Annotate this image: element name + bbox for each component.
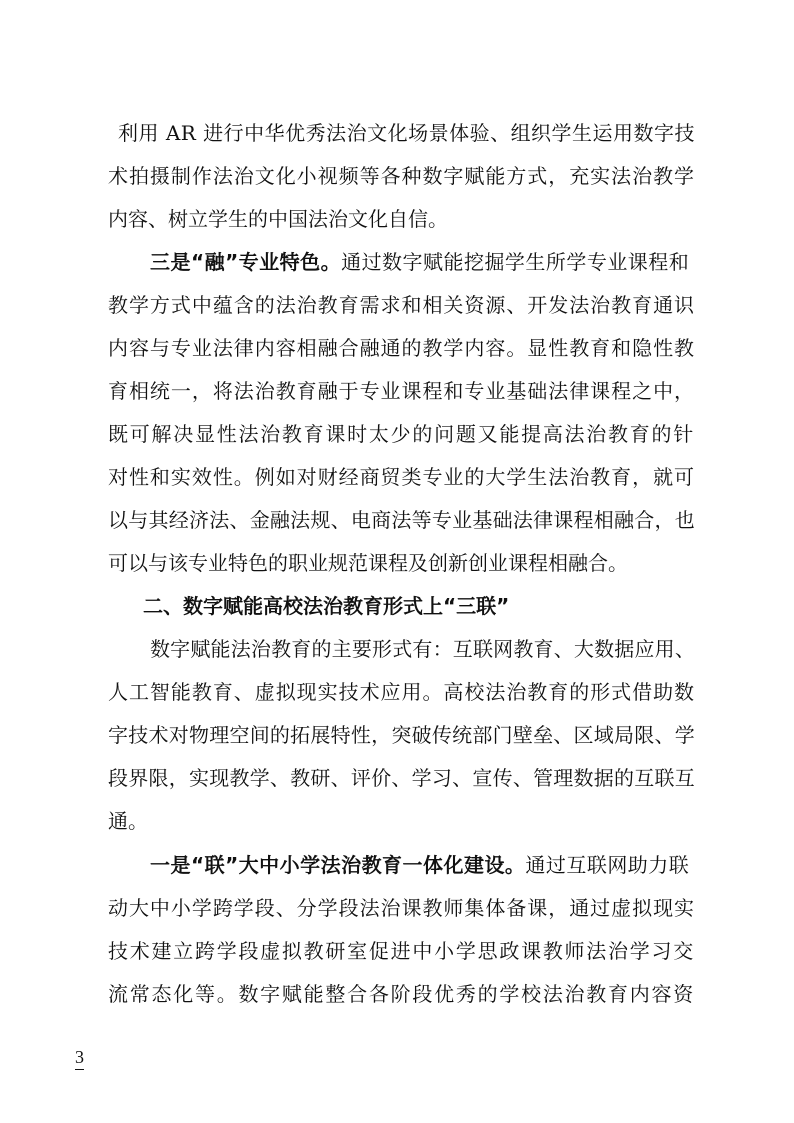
text-line: 通过互联网助力联 bbox=[525, 853, 690, 877]
text-line: 数字赋能法治教育的主要形式有：互联网教育、大数据应用、 bbox=[150, 637, 695, 661]
paragraph-1-line-3 bbox=[0, 199, 794, 239]
paragraph-2-line-4 bbox=[0, 371, 794, 411]
text-line: 通过数字赋能挖掘学生所学专业课程和 bbox=[341, 250, 690, 274]
paragraph-2-line-5 bbox=[0, 414, 794, 454]
section-heading bbox=[0, 586, 794, 626]
paragraph-1-line-1 bbox=[0, 113, 794, 153]
text-line: 通。 bbox=[108, 809, 148, 833]
text-line: 内容、树立学生的中国法治文化自信。 bbox=[108, 207, 448, 231]
paragraph-4-line-1 bbox=[0, 845, 794, 885]
text-line: 对性和实效性。例如对财经商贸类专业的大学生法治教育，就可 bbox=[108, 465, 695, 489]
text-line: 教学方式中蕴含的法治教育需求和相关资源、开发法治教育通识 bbox=[108, 293, 695, 317]
text-line: 术拍摄制作法治文化小视频等各种数字赋能方式，充实法治教学 bbox=[108, 164, 695, 188]
paragraph-2-line-1 bbox=[0, 242, 794, 282]
paragraph-lead-bold: 三是“融”专业特色。 bbox=[150, 250, 342, 274]
paragraph-3-line-2 bbox=[0, 672, 794, 712]
paragraph-2-line-7 bbox=[0, 500, 794, 540]
text-line: 可以与该专业特色的职业规范课程及创新创业课程相融合。 bbox=[108, 551, 628, 575]
paragraph-4-line-2 bbox=[0, 888, 794, 928]
text-line: 以与其经济法、金融法规、电商法等专业基础法律课程相融合，也 bbox=[108, 508, 695, 532]
text-line: 流常态化等。数字赋能整合各阶段优秀的学校法治教育内容资 bbox=[108, 982, 695, 1006]
text-line: 技术建立跨学段虚拟教研室促进中小学思政课教师法治学习交 bbox=[108, 939, 695, 963]
text-line: 动大中小学跨学段、分学段法治课教师集体备课，通过虚拟现实 bbox=[108, 896, 695, 920]
text-line: 既可解决显性法治教育课时太少的问题又能提高法治教育的针 bbox=[108, 422, 695, 446]
paragraph-3-line-3 bbox=[0, 715, 794, 755]
text-line: 段界限，实现教学、教研、评价、学习、宣传、管理数据的互联互 bbox=[108, 766, 695, 790]
page-number: 3 bbox=[75, 1045, 84, 1070]
paragraph-3-line-5 bbox=[0, 801, 794, 841]
paragraph-2-line-3 bbox=[0, 328, 794, 368]
paragraph-4-line-3 bbox=[0, 931, 794, 971]
text-line: 人工智能教育、虚拟现实技术应用。高校法治教育的形式借助数 bbox=[108, 680, 695, 704]
paragraph-lead-bold: 一是“联”大中小学法治教育一体化建设。 bbox=[150, 853, 526, 877]
paragraph-2-line-6 bbox=[0, 457, 794, 497]
paragraph-2-line-2 bbox=[0, 285, 794, 325]
paragraph-3-line-4 bbox=[0, 758, 794, 798]
paragraph-4-line-4 bbox=[0, 974, 794, 1014]
paragraph-1-line-2 bbox=[0, 156, 794, 196]
text-line: 育相统一，将法治教育融于专业课程和专业基础法律课程之中， bbox=[108, 379, 695, 403]
text-line: 字技术对物理空间的拓展特性，突破传统部门壁垒、区域局限、学 bbox=[108, 723, 695, 747]
paragraph-2-line-8 bbox=[0, 543, 794, 583]
section-heading-text: 二、数字赋能高校法治教育形式上“三联” bbox=[143, 594, 510, 618]
text-line: 内容与专业法律内容相融合融通的教学内容。显性教育和隐性教 bbox=[108, 336, 695, 360]
text-line: 利用 AR 进行中华优秀法治文化场景体验、组织学生运用数字技 bbox=[118, 121, 695, 145]
paragraph-3-line-1 bbox=[0, 629, 794, 669]
